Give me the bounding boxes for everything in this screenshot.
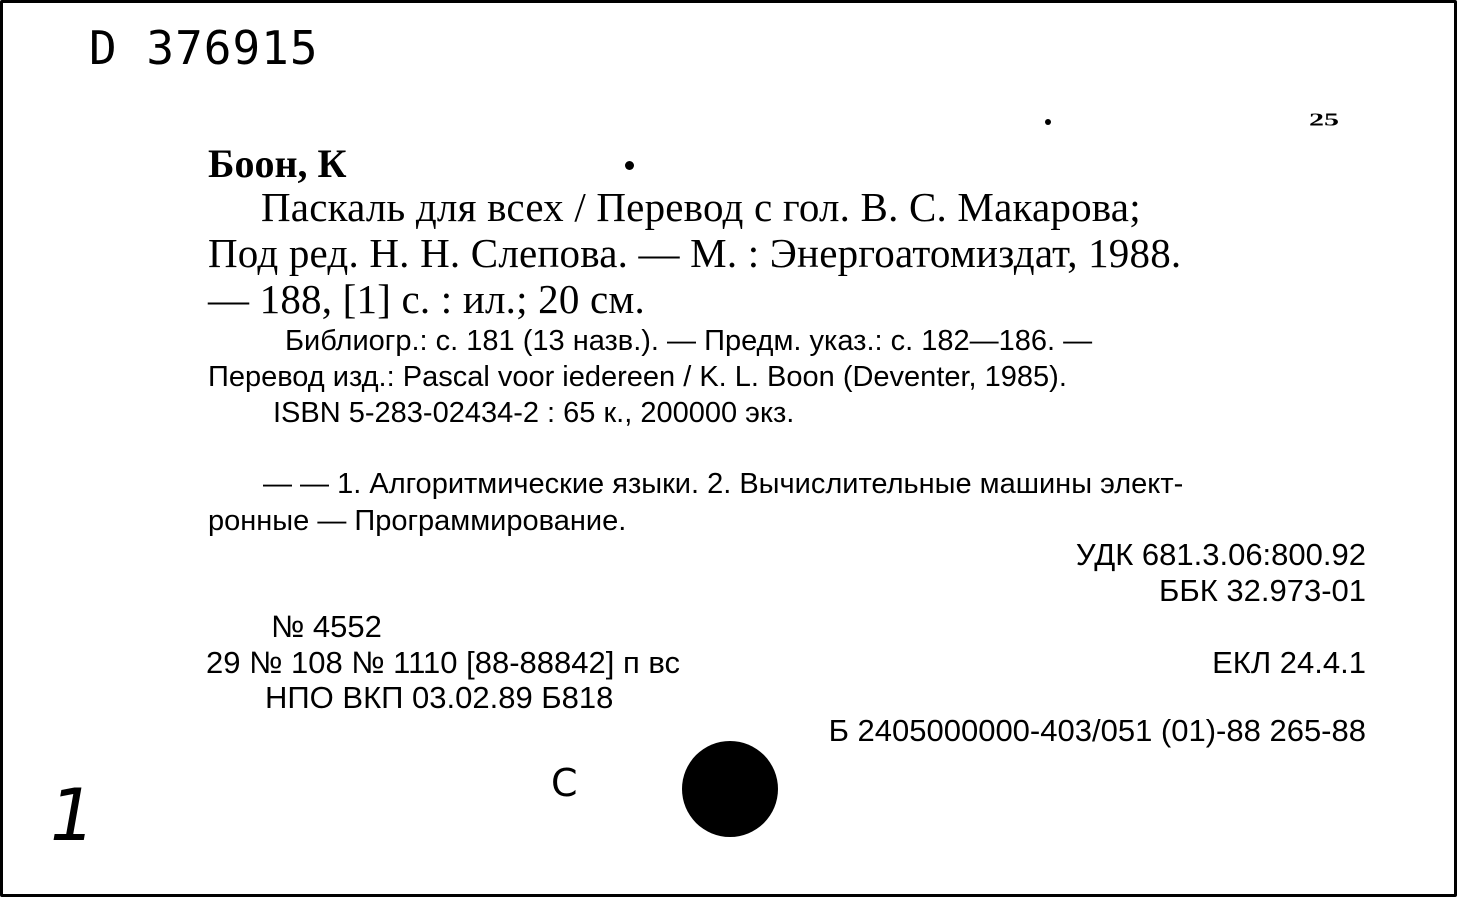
corner-mark: 25 — [1309, 109, 1339, 130]
udk-code: УДК 681.3.06:800.92 — [1075, 537, 1366, 572]
notes-line-1: Библиогр.: с. 181 (13 назв.). — Предм. указ.: с. 182—186. — — [285, 325, 1093, 357]
title-line-2: Под ред. Н. Н. Слепова. — М. : Энергоатомиздат, 1988. — [208, 230, 1182, 276]
speck — [625, 161, 634, 170]
title-line-3: — 188, [1] с. : ил.; 20 см. — [208, 276, 645, 322]
isbn-line: ISBN 5-283-02434-2 : 65 к., 200000 экз. — [273, 397, 795, 429]
title-line-1: Паскаль для всех / Перевод с гол. В. С. Макарова; — [261, 184, 1141, 230]
speck — [1045, 119, 1051, 125]
series-code: Б 2405000000-403/051 (01)-88 265-88 — [828, 713, 1366, 748]
author-heading: Боон, К — [208, 141, 347, 186]
subject-line-2: ронные — Программирование. — [208, 505, 627, 537]
ekl-code: ЕКЛ 24.4.1 — [1212, 645, 1366, 680]
call-number: D 376915 — [89, 21, 319, 75]
npo-stamp: НПО ВКП 03.02.89 Б818 — [265, 680, 614, 715]
handwritten-mark: 1 — [41, 773, 103, 857]
order-number: № 4552 — [271, 609, 382, 644]
notes-line-2: Перевод изд.: Pascal voor iedereen / K. L. Boon (Deventer, 1985). — [208, 361, 1067, 393]
punch-hole — [682, 741, 778, 837]
print-info: 29 № 108 № 1110 [88-88842] п вс — [206, 645, 681, 680]
subject-line-1: — — 1. Алгоритмические языки. 2. Вычислительные машины элект- — [263, 468, 1184, 500]
bbk-code: ББК 32.973-01 — [1159, 573, 1366, 608]
letter-c: С — [551, 761, 578, 805]
